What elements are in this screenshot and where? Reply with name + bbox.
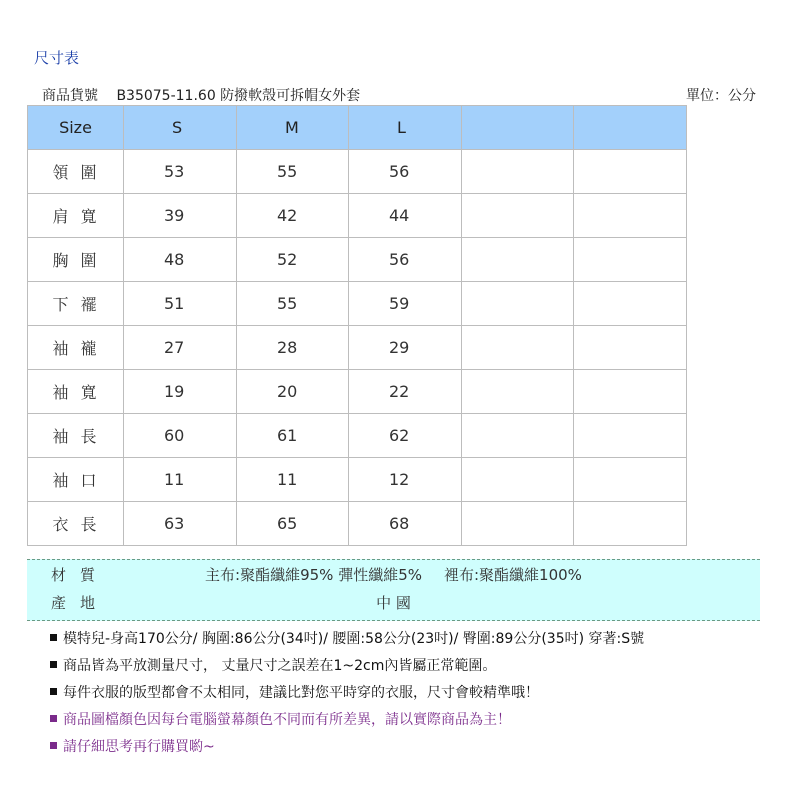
square-bullet-icon xyxy=(50,634,57,641)
table-cell: 68 xyxy=(349,502,462,546)
square-bullet-icon xyxy=(50,742,57,749)
table-cell: 62 xyxy=(349,414,462,458)
note-item xyxy=(50,707,644,734)
table-cell: 27 xyxy=(124,326,237,370)
table-row xyxy=(28,414,687,458)
table-cell: 59 xyxy=(349,282,462,326)
table-cell xyxy=(462,238,574,282)
product-info xyxy=(42,85,360,105)
origin-value: 中 國 xyxy=(376,594,411,612)
unit-label: 單位：公分 xyxy=(686,88,756,104)
row-label: 領圍 xyxy=(28,150,124,194)
row-label: 衣長 xyxy=(28,502,124,546)
table-cell: 55 xyxy=(237,150,349,194)
table-cell xyxy=(574,194,687,238)
notes-list xyxy=(50,626,644,761)
row-label: 肩寬 xyxy=(28,194,124,238)
note-text: 模特兒-身高170公分/ 胸圍:86公分(34吋)/ 腰圍:58公分(23吋)/ 臀圍:89公分(35吋) 穿著:S號 xyxy=(63,631,645,647)
header-cell-s: S xyxy=(124,106,237,150)
header-cell-size: Size xyxy=(28,106,124,150)
page-title: 尺寸表 xyxy=(34,49,80,67)
square-bullet-icon xyxy=(50,715,57,722)
table-cell xyxy=(574,502,687,546)
table-cell: 60 xyxy=(124,414,237,458)
table-cell: 61 xyxy=(237,414,349,458)
material-row xyxy=(27,564,760,592)
table-cell xyxy=(462,414,574,458)
table-cell xyxy=(462,194,574,238)
material-lining: 裡布:聚酯纖維100% xyxy=(444,566,582,584)
table-row xyxy=(28,238,687,282)
row-label: 袖寬 xyxy=(28,370,124,414)
table-cell: 42 xyxy=(237,194,349,238)
table-cell xyxy=(574,414,687,458)
table-cell xyxy=(574,326,687,370)
row-label: 袖襱 xyxy=(28,326,124,370)
table-cell: 19 xyxy=(124,370,237,414)
table-cell: 29 xyxy=(349,326,462,370)
table-cell: 56 xyxy=(349,150,462,194)
table-cell: 44 xyxy=(349,194,462,238)
table-cell xyxy=(574,282,687,326)
table-cell xyxy=(574,370,687,414)
material-value xyxy=(27,564,760,585)
product-code-label: 商品貨號 xyxy=(42,88,98,104)
table-cell: 63 xyxy=(124,502,237,546)
table-row xyxy=(28,326,687,370)
note-text: 商品皆為平放測量尺寸， 丈量尺寸之誤差在1~2cm內皆屬正常範圍。 xyxy=(63,658,497,674)
table-cell: 56 xyxy=(349,238,462,282)
origin-row xyxy=(27,592,760,620)
note-text: 請仔細思考再行購買喲~ xyxy=(63,739,215,755)
row-label: 袖長 xyxy=(28,414,124,458)
table-row xyxy=(28,370,687,414)
table-cell: 48 xyxy=(124,238,237,282)
table-cell xyxy=(574,238,687,282)
size-table xyxy=(27,105,687,546)
table-cell: 51 xyxy=(124,282,237,326)
table-cell: 12 xyxy=(349,458,462,502)
table-row xyxy=(28,502,687,546)
origin-label: 產地 xyxy=(51,594,110,612)
table-row xyxy=(28,282,687,326)
note-item xyxy=(50,626,644,653)
square-bullet-icon xyxy=(50,688,57,695)
size-header-row xyxy=(28,106,687,150)
table-cell xyxy=(462,370,574,414)
note-text: 商品圖檔顏色因每台電腦螢幕顏色不同而有所差異，請以實際商品為主！ xyxy=(63,712,511,728)
row-label: 下襬 xyxy=(28,282,124,326)
material-main: 主布:聚酯纖維95% 彈性纖維5% xyxy=(205,566,422,584)
table-cell xyxy=(462,326,574,370)
row-label: 袖口 xyxy=(28,458,124,502)
material-label: 材質 xyxy=(51,566,110,584)
table-cell xyxy=(574,458,687,502)
note-item xyxy=(50,653,644,680)
table-cell: 28 xyxy=(237,326,349,370)
header-cell-empty xyxy=(462,106,574,150)
table-cell xyxy=(462,150,574,194)
material-panel xyxy=(27,559,760,621)
table-cell: 39 xyxy=(124,194,237,238)
row-label: 胸圍 xyxy=(28,238,124,282)
table-cell: 65 xyxy=(237,502,349,546)
header-cell-m: M xyxy=(237,106,349,150)
table-cell: 20 xyxy=(237,370,349,414)
table-cell: 53 xyxy=(124,150,237,194)
table-cell: 55 xyxy=(237,282,349,326)
table-cell xyxy=(462,458,574,502)
header-cell-l: L xyxy=(349,106,462,150)
table-cell xyxy=(574,150,687,194)
header-cell-empty xyxy=(574,106,687,150)
table-cell: 52 xyxy=(237,238,349,282)
table-cell: 11 xyxy=(237,458,349,502)
note-text: 每件衣服的版型都會不太相同，建議比對您平時穿的衣服，尺寸會較精準哦！ xyxy=(63,685,539,701)
table-row xyxy=(28,150,687,194)
table-cell: 11 xyxy=(124,458,237,502)
table-row xyxy=(28,458,687,502)
product-code-name: B35075-11.60 防撥軟殼可拆帽女外套 xyxy=(116,88,361,104)
square-bullet-icon xyxy=(50,661,57,668)
table-cell xyxy=(462,502,574,546)
table-row xyxy=(28,194,687,238)
note-item xyxy=(50,734,644,761)
table-cell xyxy=(462,282,574,326)
table-cell: 22 xyxy=(349,370,462,414)
note-item xyxy=(50,680,644,707)
